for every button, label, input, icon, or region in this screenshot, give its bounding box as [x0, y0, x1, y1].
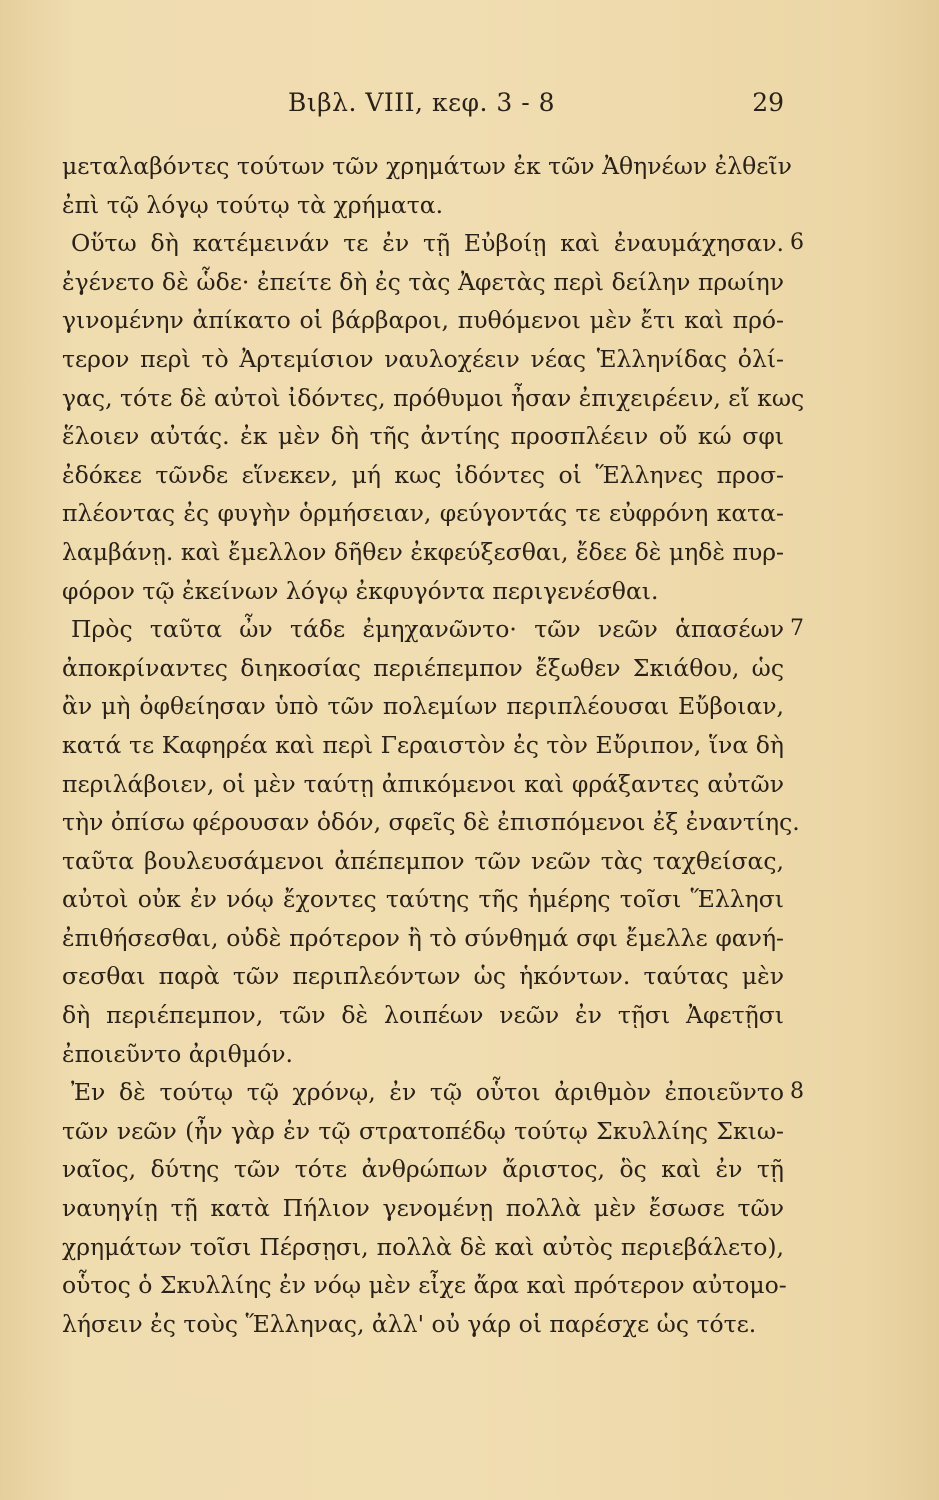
text-line: κατά τε Καφηρέα καὶ περὶ Γεραιστὸν ἐς τὸν Εὔριπον, ἵνα δὴ	[62, 730, 784, 759]
text-line: χρημάτων τοῖσι Πέρσῃσι, πολλὰ δὲ καὶ αὐτὸς περιεβάλετο),	[62, 1232, 784, 1261]
text-line: τὴν ὀπίσω φέρουσαν ὁδόν, σφεῖς δὲ ἐπισπόμενοι ἐξ ἐναντίης.	[62, 808, 800, 837]
text-line: λαμβάνῃ. καὶ ἔμελλον δῆθεν ἐκφεύξεσθαι, ἔδεε δὲ μηδὲ πυρ-	[62, 537, 784, 566]
text-line: μεταλαβόντες τούτων τῶν χρημάτων ἐκ τῶν Ἀθηνέων ἐλθεῖν	[62, 152, 792, 180]
text-line: ἀποκρίναντες διηκοσίας περιέπεμπον ἔξωθεν Σκιάθου, ὡς	[62, 653, 784, 682]
text-line: ναυηγίῃ τῇ κατὰ Πήλιον γενομένῃ πολλὰ μὲν ἔσωσε τῶν	[62, 1194, 784, 1223]
text-line: σεσθαι παρὰ τῶν περιπλεόντων ὡς ἡκόντων. ταύτας μὲν	[62, 962, 784, 991]
section-number: 7	[790, 616, 804, 642]
text-line: ἐποιεῦντο ἀριθμόν.	[62, 1039, 294, 1068]
text-line-content: Ἐν δὲ τούτῳ τῷ χρόνῳ, ἐν τῷ οὗτοι ἀριθμὸν ἐποιεῦντο	[71, 1078, 784, 1107]
page-number: 29	[752, 88, 784, 117]
running-head: Βιβλ. VIII, κεφ. 3 - 8	[288, 88, 556, 117]
text-line: ταῦτα βουλευσάμενοι ἀπέπεμπον τῶν νεῶν τὰς ταχθείσας,	[62, 846, 784, 875]
text-line: περιλάβοιεν, οἱ μὲν ταύτῃ ἀπικόμενοι καὶ φράξαντες αὐτῶν	[62, 769, 784, 798]
text-line-content: Πρὸς ταῦτα ὦν τάδε ἐμηχανῶντο· τῶν νεῶν ἁπασέων	[71, 615, 784, 644]
text-line: φόρον τῷ ἐκείνων λόγῳ ἐκφυγόντα περιγενέσθαι.	[62, 576, 659, 605]
text-line: αὐτοὶ οὐκ ἐν νόῳ ἔχοντες ταύτης τῆς ἡμέρης τοῖσι Ἕλλησι	[62, 885, 784, 914]
text-line: λήσειν ἐς τοὺς Ἕλληνας, ἀλλ' οὐ γάρ οἱ παρέσχε ὡς τότε.	[62, 1309, 757, 1338]
section-number: 6	[790, 230, 804, 256]
page-header	[288, 88, 784, 124]
text-line: ἕλοιεν αὐτάς. ἐκ μὲν δὴ τῆς ἀντίης προσπλέειν οὔ κώ σφι	[62, 422, 784, 451]
section-number: 8	[790, 1079, 804, 1105]
body-text	[62, 147, 805, 1343]
text-line: ἐδόκεε τῶνδε εἵνεκεν, μή κως ἰδόντες οἱ Ἕλληνες προσ-	[62, 460, 784, 489]
text-line: ναῖος, δύτης τῶν τότε ἀνθρώπων ἄριστος, ὃς καὶ ἐν τῇ	[62, 1155, 784, 1184]
text-line: οὗτος ὁ Σκυλλίης ἐν νόῳ μὲν εἶχε ἄρα καὶ πρότερον αὐτομο-	[62, 1271, 787, 1300]
text-line: ἐπιθήσεσθαι, οὐδὲ πρότερον ἢ τὸ σύνθημά σφι ἔμελλε φανή-	[62, 923, 784, 952]
text-line: τερον περὶ τὸ Ἀρτεμίσιον ναυλοχέειν νέας Ἑλληνίδας ὀλί-	[62, 344, 784, 373]
text-line: γας, τότε δὲ αὐτοὶ ἰδόντες, πρόθυμοι ἦσαν ἐπιχειρέειν, εἴ κως	[62, 383, 805, 412]
text-line: τῶν νεῶν (ἦν γὰρ ἐν τῷ στρατοπέδῳ τούτῳ Σκυλλίης Σκιω-	[62, 1116, 784, 1145]
text-line	[62, 1073, 804, 1112]
text-line	[62, 224, 804, 263]
text-line: ἐπὶ τῷ λόγῳ τούτῳ τὰ χρήματα.	[62, 190, 444, 219]
text-line: ἂν μὴ ὀφθείησαν ὑπὸ τῶν πολεμίων περιπλέουσαι Εὔβοιαν,	[62, 692, 784, 721]
text-line: γινομένην ἀπίκατο οἱ βάρβαροι, πυθόμενοι μὲν ἔτι καὶ πρό-	[62, 306, 784, 335]
text-line-content: Οὕτω δὴ κατέμεινάν τε ἐν τῇ Εὐβοίῃ καὶ ἐναυμάχησαν.	[71, 229, 784, 258]
text-line: δὴ περιέπεμπον, τῶν δὲ λοιπέων νεῶν ἐν τῇσι Ἀφετῇσι	[62, 1001, 784, 1030]
text-line	[62, 610, 804, 649]
text-line: πλέοντας ἐς φυγὴν ὁρμήσειαν, φεύγοντάς τε εὐφρόνη κατα-	[62, 499, 784, 528]
text-line: ἐγένετο δὲ ὧδε· ἐπείτε δὴ ἐς τὰς Ἀφετὰς περὶ δείλην πρωίην	[62, 267, 784, 296]
